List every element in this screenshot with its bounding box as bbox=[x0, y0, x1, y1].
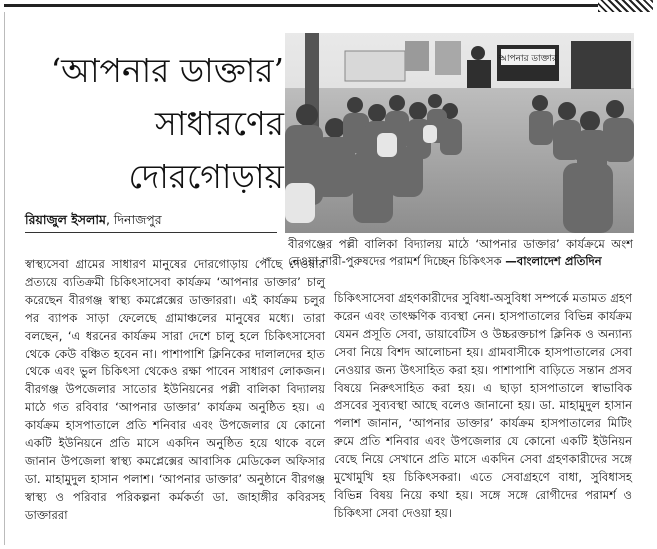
body-column-1: স্বাস্থ্যসেবা গ্রামের সাধারণ মানুষের দোরগোড়ায় পৌঁছে দেওয়ার প্রত্যয়ে ব্যতিক্রমী চিকিৎসাসেবা কার্যক্রম ‘আপনার ডাক্তার’ চালু করেছেন বীরগঞ্জ স্বাস্থ্য কমপ্লেক্সের ডাক্তাররা। এই কার্যক্রম চলুর পর ব্যাপক সাড়া ফেলেছে গ্রামাঞ্চলের মানুষের মধ্যে। তারা বলছেন, ‘এ ধরনের কার্যক্রম সারা দেশে চালু হলে চিকিৎসাসেবা থেকে কেউ বঞ্চিত হবেন না। পাশাপাশি ক্লিনিকের দালালদের হাত থেকে এবং ভুল চিকিৎসা থেকেও রক্ষা পাবেন সাধারণ লোকজন। বীরগঞ্জ উপজেলার সাতোর ইউনিয়নের পল্লী বালিকা বিদ্যালয় মাঠে গত রবিবার ‘আপনার ডাক্তার’ কার্যক্রম অনুষ্ঠিত হয়। এ কার্যক্রম হাসপাতালে প্রতি শনিবার এবং উপজেলার যে কোনো একটি ইউনিয়নে প্রতি মাসে একদিন অনুষ্ঠিত হয়ে থাকে বলে জানান উপজেলা স্বাস্থ্য কমপ্লেক্সের আবাসিক মেডিকেল অফিসার ডা. মাহামুদুল হাসান পলাশ। ‘আপনার ডাক্তার’ অনুষ্ঠানে বীরগঞ্জ স্বাস্থ্য ও পরিবার পরিকল্পনা কর্মকর্তা ডা. জাহাঙ্গীর কবিরসহ ডাক্তাররা bbox=[25, 257, 325, 522]
photo-illustration bbox=[285, 33, 634, 233]
headline-line-3: দোরগোড়ায় bbox=[128, 157, 284, 196]
news-photo bbox=[285, 33, 634, 233]
byline-location: , দিনাজপুর bbox=[105, 212, 162, 227]
caption-credit: —বাংলাদেশ প্রতিদিন bbox=[505, 254, 602, 268]
headline bbox=[8, 44, 284, 203]
headline-line-2: সাধারণের bbox=[155, 104, 284, 143]
caption-text: বীরগঞ্জের পল্লী বালিকা বিদ্যালয় মাঠে ‘আপনার ডাক্তার’ কার্যক্রমে অংশ নেওয়া নারী-পুরুষদের পরামর্শ দিচ্ছেন চিকিৎসক bbox=[288, 237, 633, 268]
photo-caption bbox=[288, 236, 633, 270]
top-rule bbox=[4, 4, 651, 7]
corner-hatch bbox=[598, 0, 653, 12]
byline bbox=[25, 212, 162, 232]
byline-author: রিয়াজুল ইসলাম bbox=[25, 212, 106, 227]
byline-rule bbox=[25, 232, 277, 233]
photo-banner-text: আপনার ডাক্তার bbox=[499, 54, 557, 64]
body-column-2: চিকিৎসাসেবা গ্রহণকারীদের সুবিধা-অসুবিধা সম্পর্কে মতামত গ্রহণ করেন এবং তাৎক্ষণিক ব্যবস্থা নেন। হাসপাতালের বিভিন্ন কার্যক্রম যেমন প্রসূতি সেবা, ডায়াবেটিস ও উচ্চরক্তচাপ ক্লিনিক ও অন্যান্য সেবা নিয়ে বিশদ আলোচনা হয়। গ্রামবাসীকে হাসপাতালের সেবা নেওয়ার জন্য উৎসাহিত করা হয়। পাশাপাশি বাড়িতে সন্তান প্রসব বিষয়ে নিরুৎসাহিত করা হয়। এ ছাড়া হাসপাতালে স্বাভাবিক প্রসবের সুব্যবস্থা আছে বলেও জানানো হয়। ডা. মাহামুদুল হাসান পলাশ জানান, ‘আপনার ডাক্তার’ কার্যক্রম হাসপাতালের মিটিং রুমে প্রতি শনিবার এবং উপজেলার যে কোনো একটি ইউনিয়ন বেছে নিয়ে সেখানে প্রতি মাসে একদিন সেবা গ্রহণকারীদের সঙ্গে মুখোমুখি হয় চিকিৎসকরা। এতে সেবাগ্রহণে বাধা, সুবিধাসহ বিভিন্ন বিষয় নিয়ে কথা হয়। সঙ্গে সঙ্গে রোগীদের পরামর্শ ও চিকিৎসা সেবা দেওয়া হয়। bbox=[334, 291, 632, 520]
headline-line-1: ‘আপনার ডাক্তার’ bbox=[50, 51, 284, 90]
